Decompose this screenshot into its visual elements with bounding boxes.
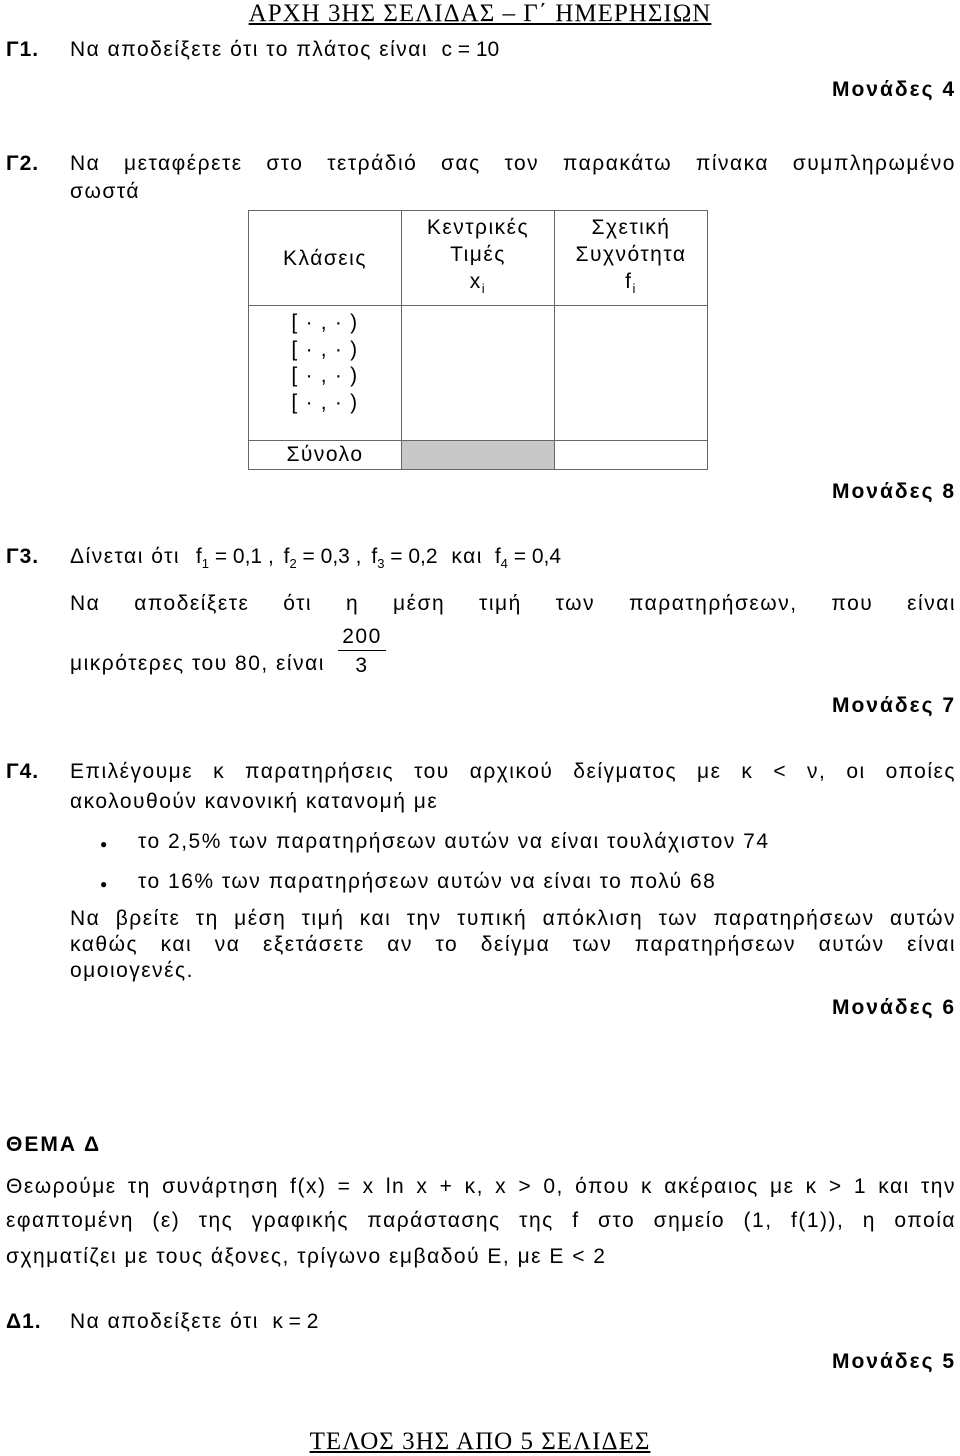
question-label-d1: Δ1. [6,1310,42,1333]
g4-units: Μονάδες 6 [831,996,956,1019]
g4-bullet2: το 16% των παρατηρήσεων αυτών να είναι το πολύ 68 [138,870,717,893]
g3-f2-symbol: f [283,545,290,568]
d1-text [70,1310,318,1334]
g2-units: Μονάδες 8 [831,480,956,503]
question-label-g3: Γ3. [6,545,40,568]
d1-units: Μονάδες 5 [831,1350,956,1373]
theme-d-line2: εφαπτομένη (ε) της γραφικής παράστασης της f στο σημείο (1, f(1)), η οποία [6,1209,956,1232]
fraction-denominator: 3 [355,654,369,677]
g3-f3-value: = 0,2 [390,545,438,568]
header-relfreq-l2: Συχνότητα [575,243,687,266]
g3-f3-symbol: f [371,545,378,568]
g3-f4-sub: 4 [500,556,508,571]
g3-f3 [371,545,438,571]
header-central-l2: Τιμές [450,243,506,266]
total-central-cell [402,441,555,470]
theme-d-title: ΘΕΜΑ Δ [6,1133,102,1156]
page-header: ΑΡΧΗ 3ΗΣ ΣΕΛΙΔΑΣ – Γ΄ ΗΜΕΡΗΣΙΩΝ [248,0,712,27]
page-footer: ΤΕΛΟΣ 3ΗΣ ΑΠΟ 5 ΣΕΛΙΔΕΣ [309,1428,651,1455]
g3-f2-sub: 2 [289,556,297,571]
class-row-3: [ ∙ , ∙ ) [291,364,359,387]
g4-line3: Να βρείτε τη μέση τιμή και την τυπική απόκλιση των παρατηρήσεων αυτών [70,907,956,930]
g1-statement: Να αποδείξετε ότι το πλάτος είναι [70,38,429,61]
header-classes: Κλάσεις [249,211,402,306]
g3-f1-value: = 0,1 , [214,545,274,568]
g2-text-line1: Να μεταφέρετε στο τετράδιό σας τον παρακάτω πίνακα συμπληρωμένο [70,152,956,175]
g1-units: Μονάδες 4 [831,78,956,101]
g3-f4-value: = 0,4 [513,545,562,568]
g4-line4: καθώς και να εξετάσετε αν το δείγμα των παρατηρήσεων αυτών είναι [70,933,956,956]
g3-given-text: Δίνεται ότι [70,545,181,568]
question-label-g2: Γ2. [6,152,40,175]
question-label-g4: Γ4. [6,760,40,783]
g1-math: c = 10 [441,38,500,61]
relative-frequency-cell [555,306,708,441]
header-relfreq-symbol: f [625,270,633,293]
bullet-icon: ● [100,877,108,891]
fraction-numerator: 200 [338,624,386,651]
g3-f1-symbol: f [195,545,202,568]
theme-d-line1: Θεωρούμε τη συνάρτηση f(x) = x ln x + κ, x > 0, όπου κ ακέραιος με κ > 1 και την [6,1175,956,1198]
header-central-l1: Κεντρικές [426,216,530,239]
g3-line3: μικρότερες του 80, είναι [70,652,325,676]
bullet-icon: ● [100,837,108,851]
g3-line3-wrap [70,626,386,683]
g3-f4 [494,545,562,571]
header-central-values [402,211,555,306]
g2-text-line2: σωστά [70,180,140,203]
g4-line1: Επιλέγουμε κ παρατηρήσεις του αρχικού δείγματος με κ < ν, οι οποίες [70,760,956,783]
frequency-table [248,210,708,470]
theme-d-line3: σχηματίζει με τους άξονες, τρίγωνο εμβαδού Ε, με Ε < 2 [6,1245,607,1268]
header-relfreq-sub: i [632,281,637,296]
g3-f1 [195,545,274,571]
total-label: Σύνολο [249,441,402,470]
header-central-symbol: x [469,270,482,293]
classes-cell [249,306,402,441]
header-relfreq-l1: Σχετική [591,216,671,239]
g3-and: και [451,545,483,568]
header-central-l3 [402,268,554,302]
total-relfreq-cell [555,441,708,470]
header-relative-frequency [555,211,708,306]
g1-text [70,38,499,62]
g3-f3-sub: 3 [377,556,385,571]
g3-f2 [283,545,362,571]
class-row-4: [ ∙ , ∙ ) [291,390,359,414]
central-values-cell [402,306,555,441]
g3-units: Μονάδες 7 [831,694,956,717]
g3-f4-symbol: f [494,545,501,568]
g3-given [70,545,561,571]
g3-line2: Να αποδείξετε ότι η μέση τιμή των παρατηρήσεων, που είναι [70,592,956,615]
class-row-1: [ ∙ , ∙ ) [291,311,359,334]
g4-line5: ομοιογενές. [70,959,194,982]
g3-f2-value: = 0,3 , [302,545,362,568]
d1-statement: Να αποδείξετε ότι [70,1310,259,1333]
class-row-2: [ ∙ , ∙ ) [291,337,359,361]
d1-math: κ = 2 [272,1310,319,1333]
question-label-g1: Γ1. [6,38,40,61]
g3-fraction [338,624,386,681]
g3-f1-sub: 1 [201,556,209,571]
g4-bullet1: το 2,5% των παρατηρήσεων αυτών να είναι τουλάχιστον 74 [138,830,770,853]
header-relfreq-l3 [555,268,707,302]
header-central-sub: i [481,281,487,296]
g4-line2: ακολουθούν κανονική κατανομή με [70,790,439,813]
